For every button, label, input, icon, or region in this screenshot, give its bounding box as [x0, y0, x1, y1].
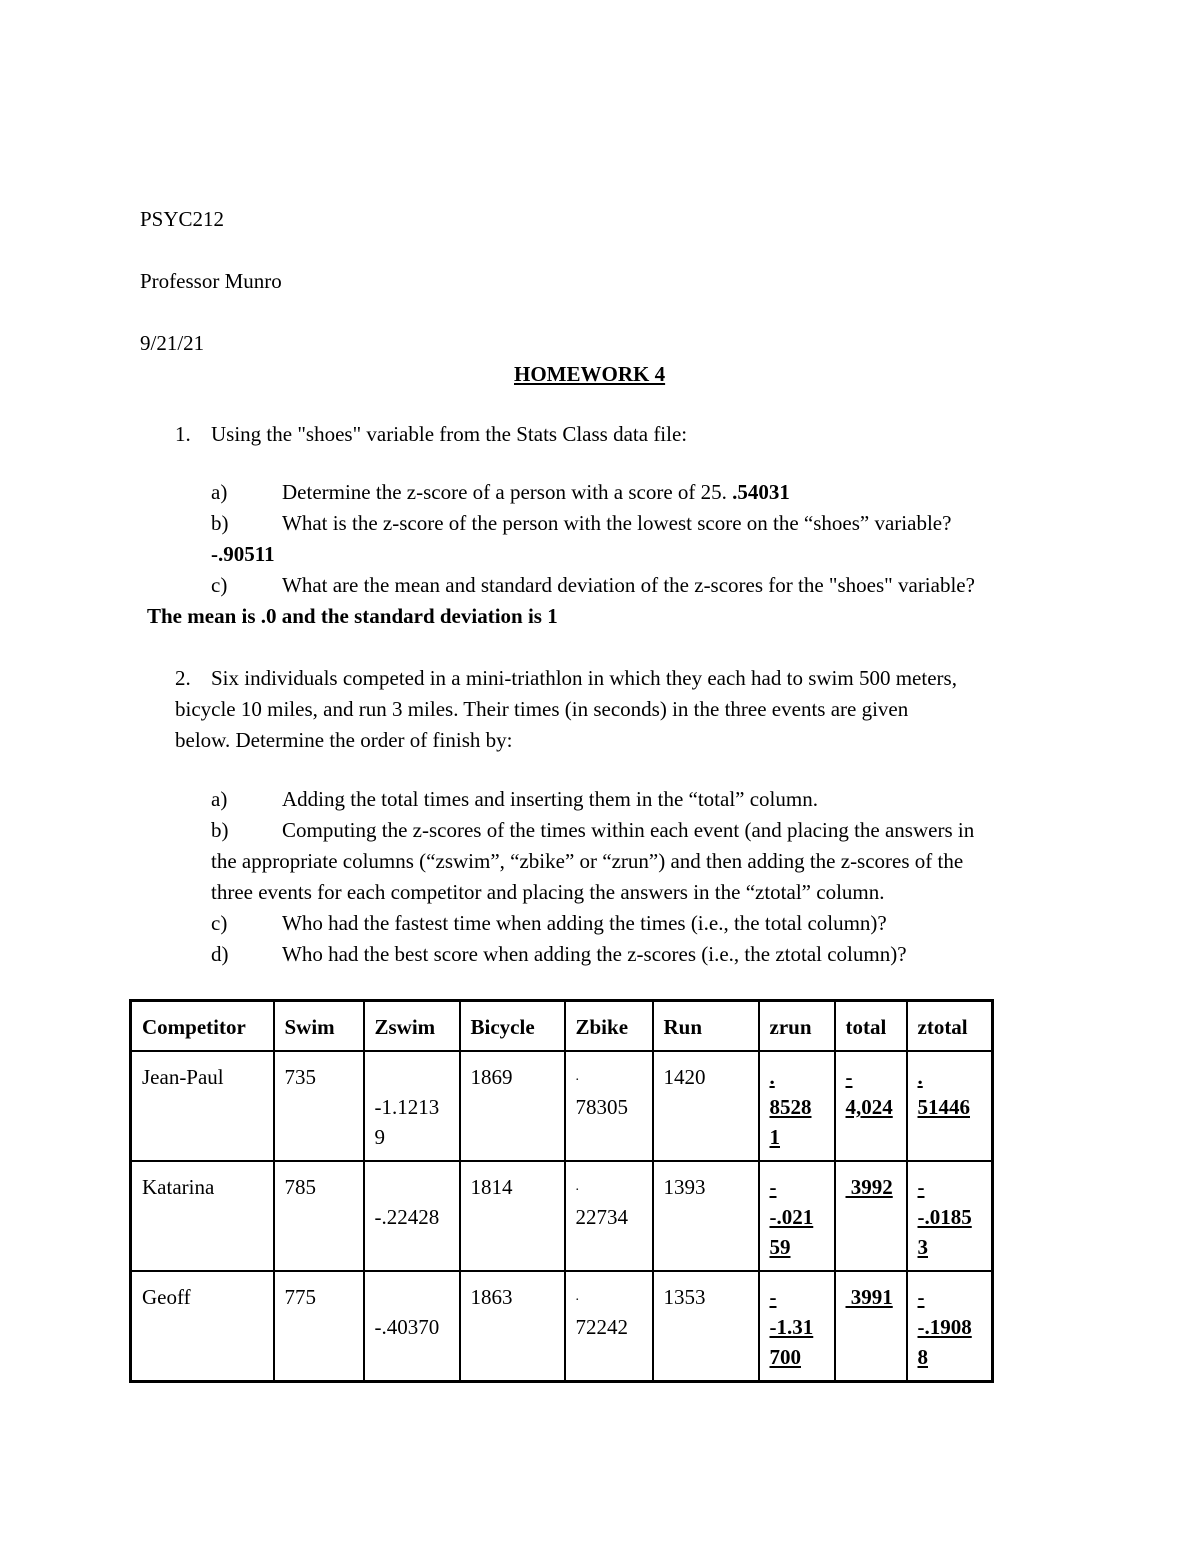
cell-zswim: [364, 1161, 460, 1271]
zrun-part1: -1.31: [769, 1315, 814, 1339]
q1-a-label: a): [211, 480, 228, 504]
table-row: [131, 1051, 993, 1161]
cell-run: 1393: [653, 1161, 759, 1271]
zrun-part1: 8528: [769, 1095, 812, 1119]
q1-number: 1.: [175, 422, 191, 446]
q2-line1: Six individuals competed in a mini-triathlon in which they each had to swim 500 meters,: [211, 666, 957, 690]
ztotal-part0: -: [917, 1285, 925, 1309]
professor-name: Professor Munro: [140, 269, 282, 293]
cell-zbike: [565, 1051, 653, 1161]
triathlon-table: [129, 999, 994, 1383]
header-run: Run: [653, 1001, 759, 1052]
q2-b-text1: Computing the z-scores of the times within each event (and placing the answers in: [282, 818, 975, 842]
cell-zbike: [565, 1271, 653, 1382]
total-part0: 3991: [845, 1285, 893, 1309]
ztotal-part1: 51446: [917, 1095, 970, 1119]
cell-bicycle: 1863: [460, 1271, 565, 1382]
q1-b-answer: -.90511: [211, 542, 275, 566]
cell-swim: 735: [274, 1051, 364, 1161]
page-title: HOMEWORK 4: [514, 362, 666, 386]
ztotal-part2: 8: [917, 1345, 928, 1369]
q1-a-text: Determine the z-score of a person with a score of 25.: [282, 480, 733, 504]
zbike-part1: 72242: [575, 1315, 628, 1339]
header-zbike: Zbike: [565, 1001, 653, 1052]
cell-swim: 775: [274, 1271, 364, 1382]
zrun-part0: -: [769, 1285, 777, 1309]
header-ztotal: ztotal: [907, 1001, 993, 1052]
cell-run: 1420: [653, 1051, 759, 1161]
zrun-part2: 1: [769, 1125, 780, 1149]
cell-zrun: [759, 1271, 835, 1382]
cell-zbike: [565, 1161, 653, 1271]
q2-line3: below. Determine the order of finish by:: [175, 728, 513, 752]
course-code: PSYC212: [140, 207, 225, 231]
cell-bicycle: 1814: [460, 1161, 565, 1271]
header-bicycle: Bicycle: [460, 1001, 565, 1052]
cell-zrun: [759, 1161, 835, 1271]
cell-total: [835, 1051, 907, 1161]
q1-c-answer: The mean is .0 and the standard deviation is 1: [147, 604, 558, 628]
q1-c-text: What are the mean and standard deviation of the z-scores for the "shoes" variable?: [282, 573, 975, 597]
table-row: [131, 1271, 993, 1382]
q2-d-label: d): [211, 942, 229, 966]
zbike-part0: .: [575, 1069, 579, 1084]
zswim-part1: -1.1213: [374, 1095, 440, 1119]
header-zrun: zrun: [759, 1001, 835, 1052]
q2-line2: bicycle 10 miles, and run 3 miles. Their times (in seconds) in the three events are given: [175, 697, 909, 721]
header-competitor: Competitor: [131, 1001, 274, 1052]
table-header-row: [131, 1001, 993, 1052]
cell-ztotal: [907, 1161, 993, 1271]
zbike-part1: 78305: [575, 1095, 628, 1119]
zbike-part1: 22734: [575, 1205, 628, 1229]
zswim-part2: 9: [374, 1125, 385, 1149]
q1-b-label: b): [211, 511, 229, 535]
q2-d-text: Who had the best score when adding the z-scores (i.e., the ztotal column)?: [282, 942, 907, 966]
q1-b-text: What is the z-score of the person with the lowest score on the “shoes” variable?: [282, 511, 952, 535]
header-swim: Swim: [274, 1001, 364, 1052]
cell-competitor: Jean-Paul: [131, 1051, 274, 1161]
zswim-part1: -.22428: [374, 1205, 440, 1229]
cell-zrun: [759, 1051, 835, 1161]
cell-zswim: [364, 1051, 460, 1161]
q2-b-text3: three events for each competitor and placing the answers in the “ztotal” column.: [211, 880, 885, 904]
cell-swim: 785: [274, 1161, 364, 1271]
zrun-part2: 59: [769, 1235, 791, 1259]
zbike-part0: .: [575, 1289, 579, 1304]
q1-a-item: [282, 477, 790, 507]
cell-ztotal: [907, 1051, 993, 1161]
total-part0: -: [845, 1065, 853, 1089]
cell-competitor: Geoff: [131, 1271, 274, 1382]
ztotal-part0: -: [917, 1175, 925, 1199]
q2-a-label: a): [211, 787, 228, 811]
q1-a-answer: .54031: [732, 480, 790, 504]
zrun-part2: 700: [769, 1345, 801, 1369]
header-total: total: [835, 1001, 907, 1052]
cell-zswim: [364, 1271, 460, 1382]
total-part0: 3992: [845, 1175, 893, 1199]
cell-run: 1353: [653, 1271, 759, 1382]
cell-competitor: Katarina: [131, 1161, 274, 1271]
header-zswim: Zswim: [364, 1001, 460, 1052]
q2-c-label: c): [211, 911, 228, 935]
q2-number: 2.: [175, 666, 191, 690]
cell-total: [835, 1271, 907, 1382]
table-row: [131, 1161, 993, 1271]
zswim-part1: -.40370: [374, 1315, 440, 1339]
cell-total: [835, 1161, 907, 1271]
q1-text: Using the "shoes" variable from the Stats Class data file:: [211, 422, 688, 446]
q2-b-label: b): [211, 818, 229, 842]
zrun-part0: -: [769, 1175, 777, 1199]
ztotal-part2: 3: [917, 1235, 928, 1259]
total-part1: 4,024: [845, 1095, 893, 1119]
zrun-part1: -.021: [769, 1205, 814, 1229]
ztotal-part1: -.1908: [917, 1315, 972, 1339]
cell-ztotal: [907, 1271, 993, 1382]
document-date: 9/21/21: [140, 331, 205, 355]
ztotal-part0: .: [917, 1065, 923, 1089]
cell-bicycle: 1869: [460, 1051, 565, 1161]
q2-b-text2: the appropriate columns (“zswim”, “zbike” or “zrun”) and then adding the z-scores of the: [211, 849, 964, 873]
zrun-part0: .: [769, 1065, 775, 1089]
q2-a-text: Adding the total times and inserting them in the “total” column.: [282, 787, 818, 811]
q1-c-label: c): [211, 573, 228, 597]
q2-c-text: Who had the fastest time when adding the times (i.e., the total column)?: [282, 911, 887, 935]
zbike-part0: .: [575, 1179, 579, 1194]
ztotal-part1: -.0185: [917, 1205, 972, 1229]
